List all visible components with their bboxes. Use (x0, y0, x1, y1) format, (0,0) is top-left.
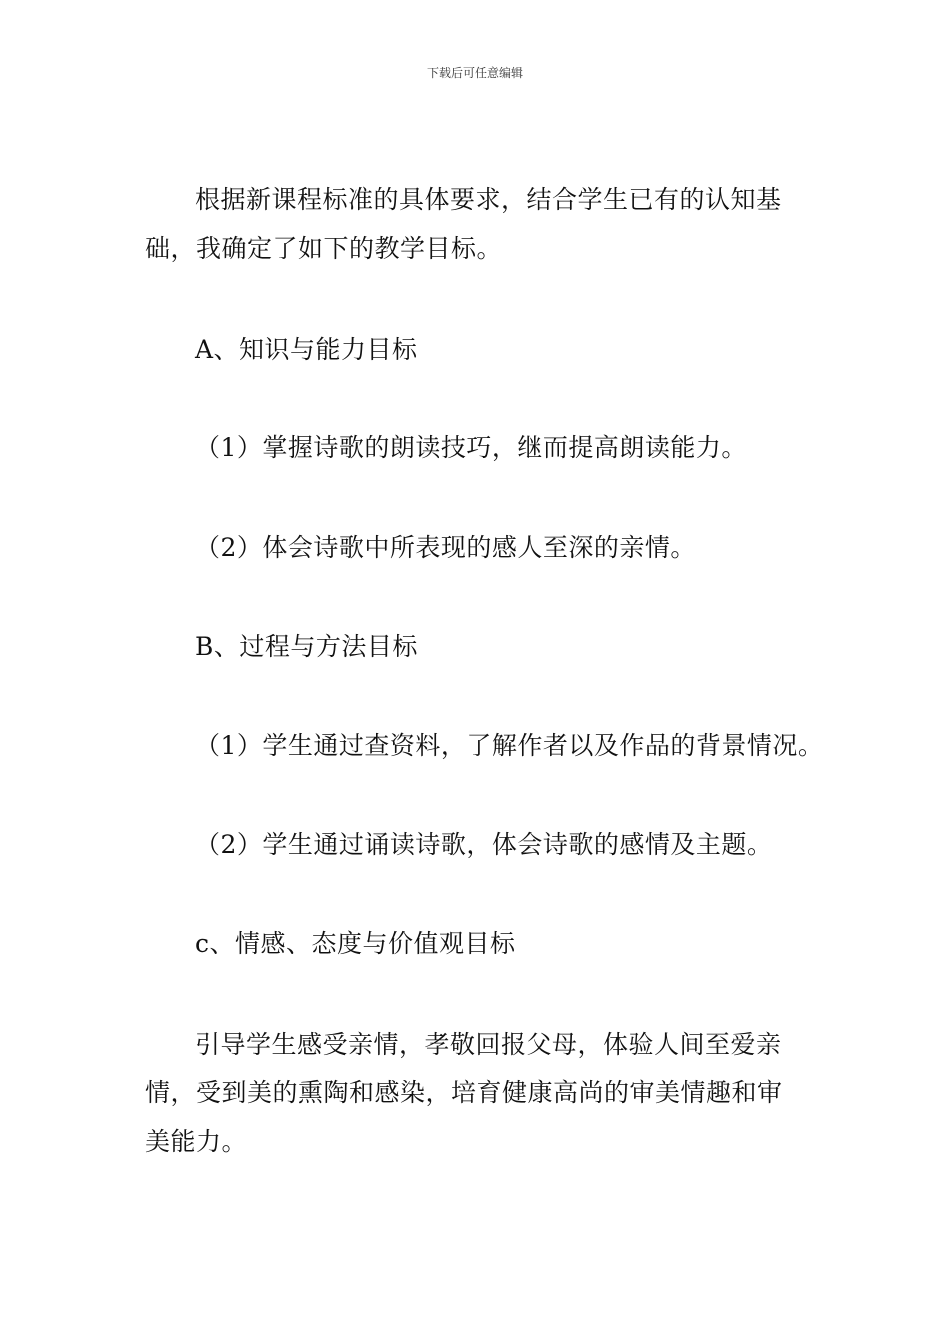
section-c-paragraph-line-3: 美能力。 (145, 1127, 248, 1156)
section-a-item-1: （1）掌握诗歌的朗读技巧，继而提高朗读能力。 (195, 433, 747, 462)
section-c-paragraph-line-2: 情，受到美的熏陶和感染，培育健康高尚的审美情趣和审 (145, 1078, 783, 1107)
section-c-heading: c、情感、态度与价值观目标 (195, 929, 516, 958)
intro-paragraph-line-2: 础，我确定了如下的教学目标。 (145, 234, 503, 263)
intro-paragraph-line-1: 根据新课程标准的具体要求，结合学生已有的认知基 (195, 185, 782, 214)
section-a-heading: A、知识与能力目标 (195, 335, 418, 364)
section-b-item-2: （2）学生通过诵读诗歌，体会诗歌的感情及主题。 (195, 830, 773, 859)
page-header: 下载后可任意编辑 (426, 66, 523, 80)
section-b-item-1: （1）学生通过查资料，了解作者以及作品的背景情况。 (195, 731, 824, 760)
section-a-item-2: （2）体会诗歌中所表现的感人至深的亲情。 (195, 533, 696, 562)
section-b-heading: B、过程与方法目标 (195, 632, 418, 661)
section-c-paragraph-line-1: 引导学生感受亲情，孝敬回报父母，体验人间至爱亲 (195, 1030, 782, 1059)
